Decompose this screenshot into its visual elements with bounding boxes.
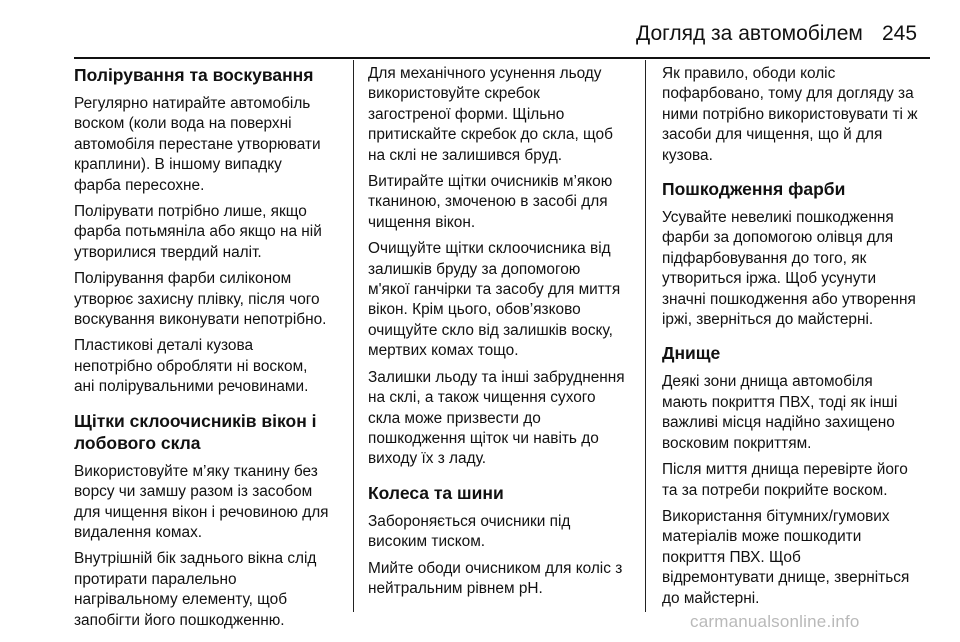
paragraph: Пластикові деталі кузова непотрібно обробляти ні воском, ані полірувальними речовинами. [74,337,309,396]
heading-wipers: Щітки склоочисників вікон і лобового скла [74,410,317,453]
paragraph: Мийте ободи очисником для коліс з нейтральним рівнем pH. [368,559,623,597]
paragraph: Забороняється очисники під високим тиском. [368,512,571,551]
section-title: Догляд за автомобілем [636,22,863,45]
paragraph: Як правило, ободи коліс пофарбовано, тому для догляду за ними потрібно використовувати ті ж засоби для чищення, що й для кузова. [662,65,918,164]
paragraph: Внутрішній бік заднього вікна слід протирати паралельно нагрівальному елементу, щоб запобігти його пошкодженню. [74,550,317,629]
column-2 [368,64,640,599]
paragraph: Після миття днища перевірте його та за потреби покрийте воском. [662,461,908,499]
heading-paint-damage: Пошкодження фарби [662,179,846,200]
paragraph: Використовуйте м’яку тканину без ворсу чи замшу разом із засобом для чищення вікон і речовиною для видалення комах. [74,462,329,541]
header-divider [74,57,930,59]
paragraph: Полірування фарби силіконом утворює захисну плівку, після чого воскування виконувати непотрібно. [74,270,327,329]
paragraph: Деякі зони днища автомобіля мають покриття ПВХ, тоді як інші важливі місця надійно захищено восковим покриттям. [662,373,898,452]
watermark: carmanualsonline.info [690,612,860,631]
heading-underbody: Днище [662,343,721,364]
column-3 [662,64,934,609]
paragraph: Використання бітумних/гумових матеріалів може пошкодити покриття ПВХ. Щоб відремонтувати днище, зверніться до майстерні. [662,507,910,607]
paragraph: Усувайте невеликі пошкодження фарби за допомогою олівця для підфарбовування до того, як утвориться іржа. Щоб усунути значні пошкодження або утворення іржі, зверніться до майстерні. [662,209,916,329]
paragraph: Для механічного усунення льоду використовуйте скребок загостреної форми. Щільно притискайте скребок до скла, щоб на склі не залишився бруд. [368,65,613,164]
heading-wheels-tyres: Колеса та шини [368,482,504,503]
column-divider-2 [645,60,646,612]
paragraph: Полірувати потрібно лише, якщо фарба потьмяніла або якщо на ній утворилися твердий наліт. [74,203,322,261]
paragraph: Залишки льоду та інші забруднення на склі, а також чищення сухого скла може призвести до пошкодження щіток чи навіть до виходу їх з ладу. [368,368,625,468]
column-1 [74,64,346,631]
paragraph: Регулярно натирайте автомобіль воском (коли вода на поверхні автомобіля перестане утворювати краплини). В іншому випадку фарба пересохне. [74,95,321,194]
page-header [0,0,960,62]
page-number: 245 [882,22,918,45]
paragraph: Витирайте щітки очисників м’якою тканиною, змоченою в засобі для чищення вікон. [368,173,613,231]
column-divider-1 [353,60,354,612]
paragraph: Очищуйте щітки склоочисника від залишків бруду за допомогою м'якої ганчірки та засобу для миття вікон. Крім цього, обов’язково очищуйте скло від залишків воску, мертвих комах тощо. [368,240,621,360]
heading-polishing: Полірування та воскування [74,65,314,85]
